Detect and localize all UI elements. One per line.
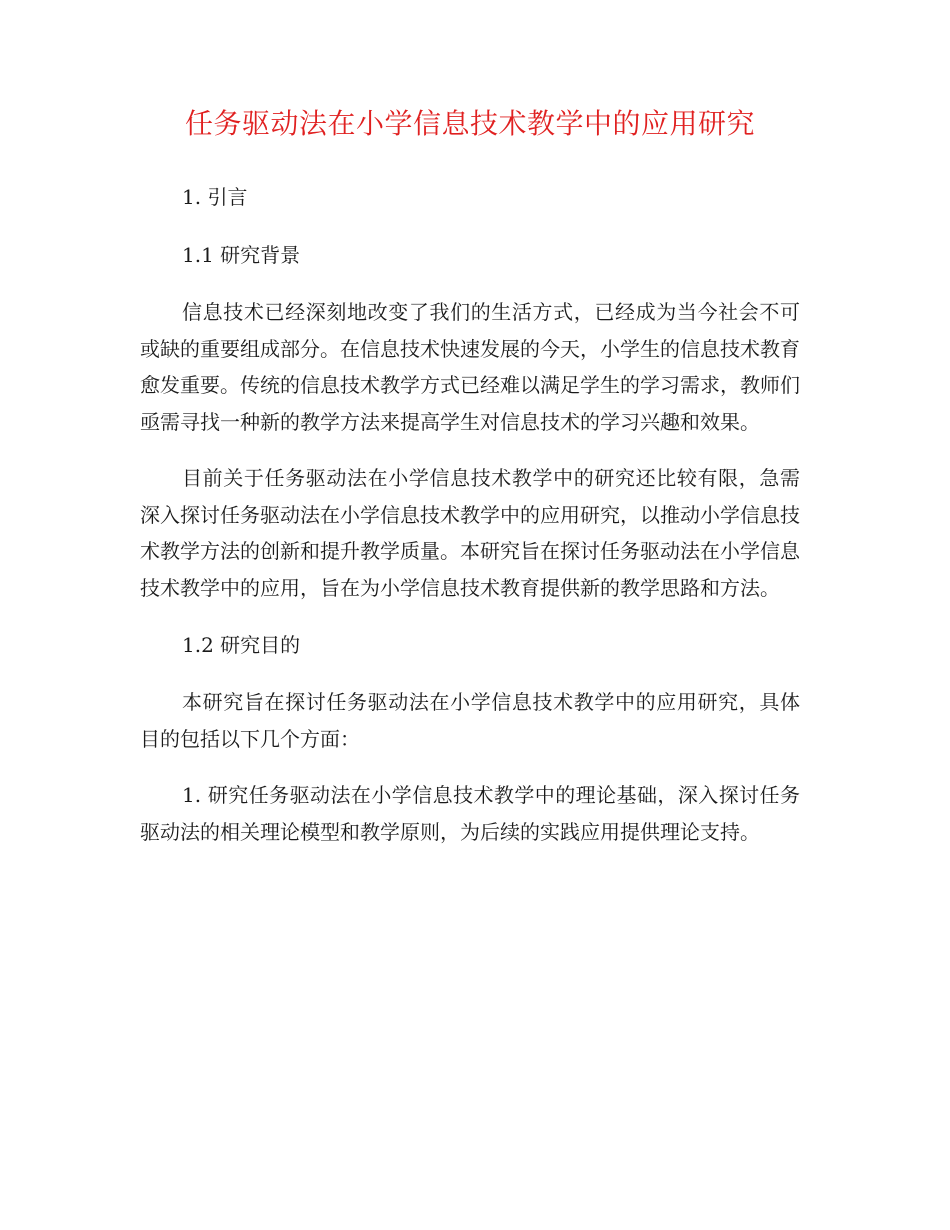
list-item-purpose-1: 1. 研究任务驱动法在小学信息技术教学中的理论基础，深入探讨任务驱动法的相关理论模型和教学原则，为后续的实践应用提供理论支持。 (140, 783, 800, 844)
section-heading-introduction: 1. 引言 (182, 185, 248, 209)
section-heading-research-purpose: 1.2 研究目的 (182, 633, 301, 657)
document-title: 任务驱动法在小学信息技术教学中的应用研究 (184, 107, 755, 140)
section-heading-research-background: 1.1 研究背景 (182, 243, 301, 267)
paragraph-background-1: 信息技术已经深刻地改变了我们的生活方式，已经成为当今社会不可或缺的重要组成部分。在信息技术快速发展的今天，小学生的信息技术教育愈发重要。传统的信息技术教学方式已经难以满足学生的学习需求，教师们亟需寻找一种新的教学方法来提高学生对信息技术的学习兴趣和效果。 (140, 300, 800, 434)
paragraph-purpose-intro: 本研究旨在探讨任务驱动法在小学信息技术教学中的应用研究，具体目的包括以下几个方面： (140, 690, 800, 751)
paragraph-background-2: 目前关于任务驱动法在小学信息技术教学中的研究还比较有限，急需深入探讨任务驱动法在小学信息技术教学中的应用研究，以推动小学信息技术教学方法的创新和提升教学质量。本研究旨在探讨任务驱动法在小学信息技术教学中的应用，旨在为小学信息技术教育提供新的教学思路和方法。 (140, 466, 800, 600)
